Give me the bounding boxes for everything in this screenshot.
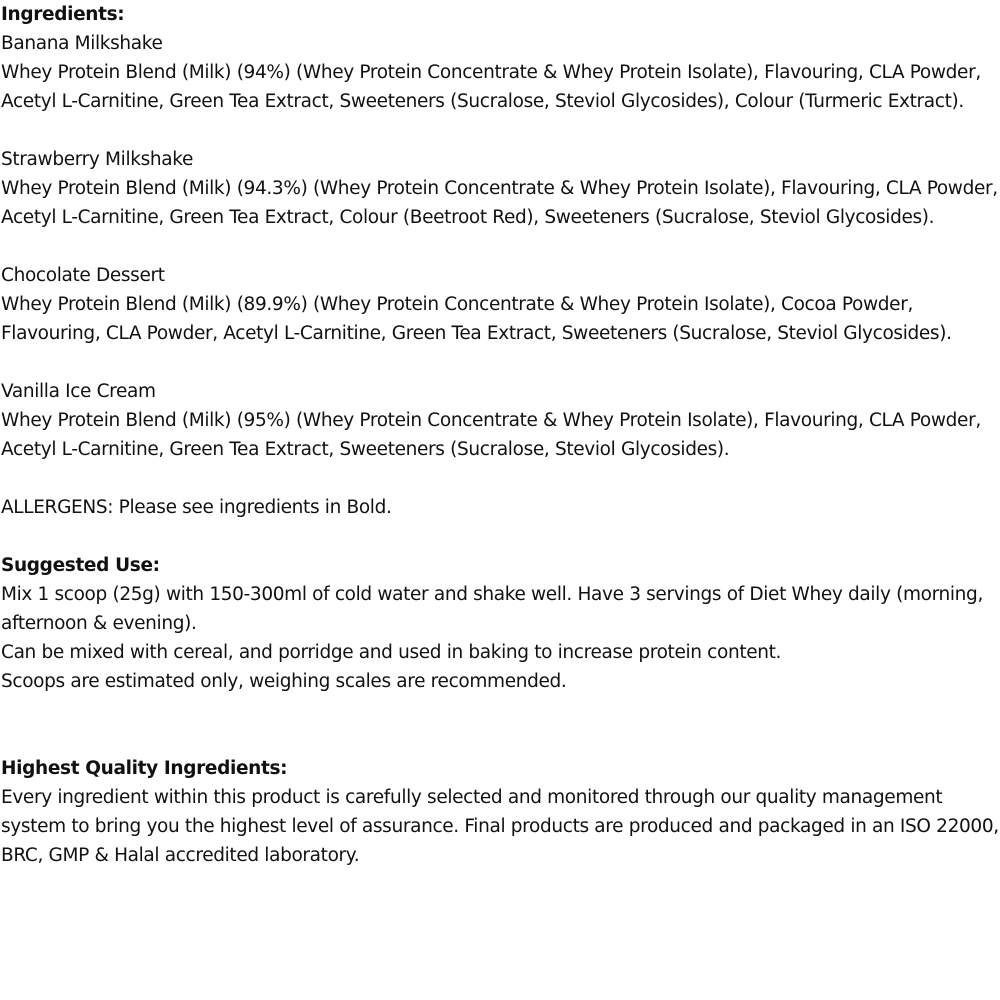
flavour-name-strawberry: Strawberry Milkshake <box>1 149 194 170</box>
flavour-ingredients-strawberry: Whey Protein Blend (Milk) (94.3%) (Whey Protein Concentrate & Whey Protein Isolate), Flavouring, CLA Powder, Acetyl L-Carnitine, Green Tea Extract, Colour (Beetroot Red), Sweeteners (Sucralose, Steviol Glycosides). <box>1 178 998 228</box>
flavour-ingredients-banana: Whey Protein Blend (Milk) (94%) (Whey Protein Concentrate & Whey Protein Isolate), Flavouring, CLA Powder, Acetyl L-Carnitine, Green Tea Extract, Sweeteners (Sucralose, Steviol Glycosides), Colour (Turmeric Extract). <box>1 62 981 112</box>
flavour-ingredients-chocolate: Whey Protein Blend (Milk) (89.9%) (Whey Protein Concentrate & Whey Protein Isolate), Cocoa Powder, Flavouring, CLA Powder, Acetyl L-Carnitine, Green Tea Extract, Sweeteners (Sucralose, Steviol Glycosides). <box>1 294 952 344</box>
flavour-name-banana: Banana Milkshake <box>1 33 163 54</box>
spacer <box>1 696 1000 754</box>
spacer <box>1 464 1000 493</box>
spacer <box>1 522 1000 551</box>
flavour-name-chocolate: Chocolate Dessert <box>1 265 165 286</box>
suggested-use-line: Scoops are estimated only, weighing scales are recommended. <box>1 671 567 692</box>
suggested-use-heading: Suggested Use: <box>1 555 160 576</box>
spacer <box>1 116 1000 145</box>
spacer <box>1 232 1000 261</box>
quality-heading: Highest Quality Ingredients: <box>1 758 288 779</box>
allergens-note: ALLERGENS: Please see ingredients in Bold. <box>1 497 392 518</box>
spacer <box>1 348 1000 377</box>
flavour-ingredients-vanilla: Whey Protein Blend (Milk) (95%) (Whey Protein Concentrate & Whey Protein Isolate), Flavouring, CLA Powder, Acetyl L-Carnitine, Green Tea Extract, Sweeteners (Sucralose, Steviol Glycosides). <box>1 410 981 460</box>
suggested-use-line: Mix 1 scoop (25g) with 150-300ml of cold water and shake well. Have 3 servings of Diet Whey daily (morning, afternoon & evening). <box>1 584 983 634</box>
suggested-use-line: Can be mixed with cereal, and porridge and used in baking to increase protein content. <box>1 642 782 663</box>
quality-text: Every ingredient within this product is carefully selected and monitored through our quality management system to bring you the highest level of assurance. Final products are produced and packaged in an ISO 22000, BRC, GMP & Halal accredited laboratory. <box>1 787 999 866</box>
flavour-name-vanilla: Vanilla Ice Cream <box>1 381 156 402</box>
ingredients-heading: Ingredients: <box>1 4 125 25</box>
